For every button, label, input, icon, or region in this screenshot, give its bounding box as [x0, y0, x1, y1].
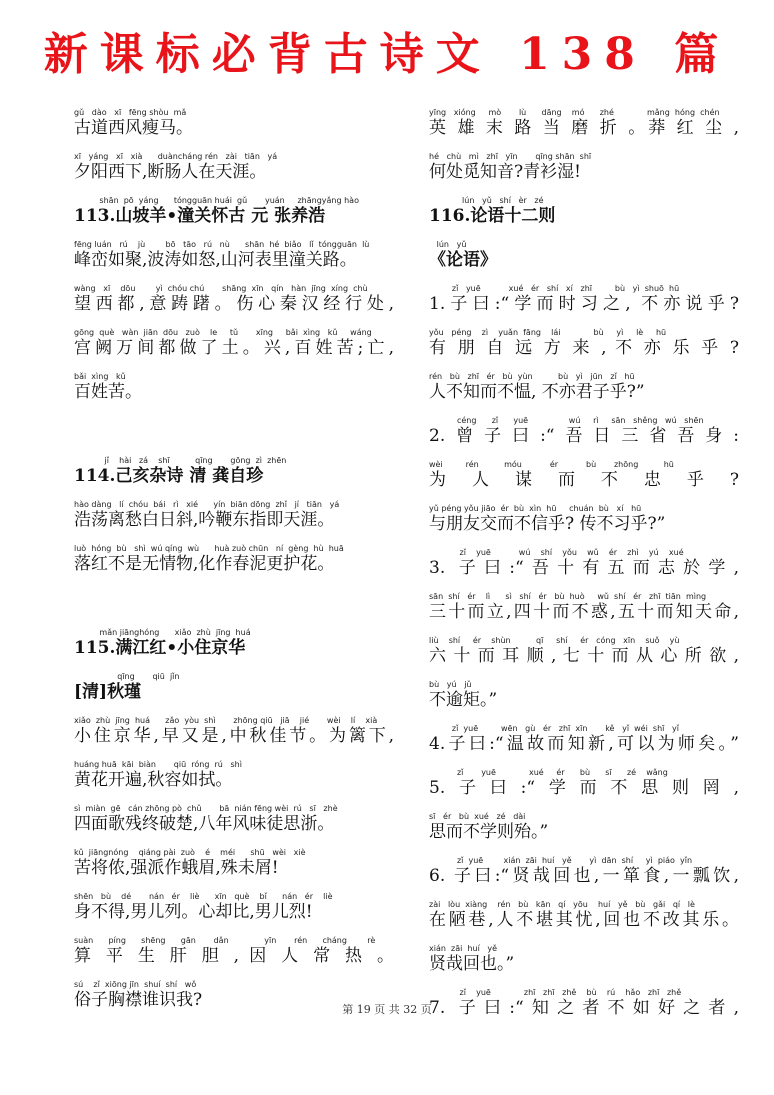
text-line [429, 328, 739, 372]
pinyin-annotation: sì miàn gē cán zhōng pò chǔ bā nián fēng wèi rú sī zhè [74, 804, 338, 813]
verse-text: 英 雄 末 路 当 磨 折 。莽 红 尘 , [429, 118, 739, 138]
verse-text: 7. 子曰:“知之者不如好之者, [429, 998, 739, 1018]
pinyin-annotation: céng zǐ yuē wú rì sān shěng wú shēn [429, 416, 704, 425]
verse-text: 浩荡离愁白日斜,吟鞭东指即天涯。 [74, 510, 335, 530]
pinyin-annotation: yǔ péng yǒu jiāo ér bù xìn hū chuán bù xí hū [429, 504, 642, 513]
pinyin-annotation: kǔ jiāngnóng qiáng pài zuò é méi shū wèi xiè [74, 848, 306, 857]
pinyin-annotation: zǐ yuē zhī zhī zhě bù rú hǎo zhī zhě [429, 988, 682, 997]
pinyin-annotation: suàn píng shēng gān dǎn yīn rén cháng rè [74, 936, 376, 945]
pinyin-annotation: yīng xióng mò lù dāng mó zhé mǎng hóng chén [429, 108, 720, 117]
text-line [429, 284, 739, 328]
section-heading [74, 196, 394, 240]
verse-text: 落红不是无情物,化作春泥更护花。 [74, 554, 335, 574]
page-title: 新课标必背古诗文 138 篇 [43, 29, 731, 80]
text-line [74, 284, 394, 328]
pinyin-annotation: xián zāi huí yě [429, 944, 498, 953]
pinyin-annotation: yǒu péng zì yuǎn fāng lái bù yì lè hū [429, 328, 667, 337]
pinyin-annotation: huáng huā kāi biàn qiū róng rú shì [74, 760, 242, 769]
verse-text: 六 十 而 耳 顺 , 七 十 而 从 心 所 欲 , [429, 646, 739, 666]
text-line [429, 856, 739, 900]
text-line [429, 680, 739, 724]
text-line [429, 460, 739, 504]
text-line [429, 812, 739, 856]
text-line [74, 848, 394, 892]
pinyin-annotation: xī yáng xī xià duàncháng rén zài tiān yá [74, 152, 278, 161]
verse-text: 5.子曰:“学而不思则罔, [429, 778, 739, 798]
section-heading [429, 240, 739, 284]
verse-text: 望西都,意踌躇。伤心秦汉经行处, [74, 294, 394, 314]
heading-text: [清]秋瑾 [74, 682, 142, 702]
heading-text: 116.论语十二则 [429, 206, 556, 226]
text-line [429, 900, 739, 944]
text-line [429, 108, 739, 152]
verse-text: 峰峦如聚,波涛如怒,山河表里潼关路。 [74, 250, 357, 270]
pinyin-annotation: mǎn jiānghóng xiǎo zhù jīng huá [74, 628, 251, 637]
text-line [429, 768, 739, 812]
verse-text: 贤哉回也。” [429, 954, 515, 974]
verse-text: 在陋巷,人不堪其忧,回也不改其乐。 [429, 910, 739, 930]
pinyin-annotation: hé chù mì zhī yīn qīng shān shī [429, 152, 592, 161]
text-line [429, 416, 739, 460]
verse-text: 6. 子曰:“贤哉回也,一箪食,一瓢饮, [429, 866, 739, 886]
right-column [429, 108, 739, 1032]
section-spacer [74, 416, 394, 456]
verse-text: 3. 子曰:“吾十有五而志於学, [429, 558, 739, 578]
pinyin-annotation: wèi rén móu ér bù zhōng hū [429, 460, 674, 469]
pinyin-annotation: shān pō yáng tóngguān huái gǔ yuán zhāngyǎng hào [74, 196, 359, 205]
heading-text: 113.山坡羊•潼关怀古 元 张养浩 [74, 206, 326, 226]
heading-text: 《论语》 [429, 250, 497, 270]
text-line [74, 152, 394, 196]
pinyin-annotation: lún yǔ [429, 240, 467, 249]
pinyin-annotation: luò hóng bù shì wú qíng wù huà zuò chūn ní gèng hù huā [74, 544, 344, 553]
text-line [429, 944, 739, 988]
section-heading [429, 196, 739, 240]
verse-text: 何处觅知音?青衫湿! [429, 162, 581, 182]
text-line [429, 372, 739, 416]
heading-text: 115.满江红•小住京华 [74, 638, 246, 658]
pinyin-annotation: gōng què wàn jiān dōu zuò le tǔ xīng bǎi xìng kǔ wáng [74, 328, 372, 337]
pinyin-annotation: xiǎo zhù jīng huá zǎo yòu shì zhōng qiū jiā jié wèi lí xià [74, 716, 378, 725]
verse-text: 与朋友交而不信乎? 传不习乎?” [429, 514, 666, 534]
pinyin-annotation: gǔ dào xī fēng shòu mǎ [74, 108, 187, 117]
pinyin-annotation: shēn bù dé nán ér liè xīn què bǐ nán ér liè [74, 892, 333, 901]
verse-text: 古道西风瘦马。 [74, 118, 193, 138]
verse-text: 百姓苦。 [74, 382, 142, 402]
text-line [429, 504, 739, 548]
text-line [74, 108, 394, 152]
text-line [74, 936, 394, 980]
pinyin-annotation: zǐ yuē xué ér bù sī zé wǎng [429, 768, 668, 777]
verse-text: 宫阙万间都做了土。兴,百姓苦;亡, [74, 338, 394, 358]
verse-text: 算 平 生 肝 胆 , 因 人 常 热 。 [74, 946, 394, 966]
verse-text: 1.子曰:“学而时习之, 不亦说乎? [429, 294, 739, 314]
verse-text: 三十而立,四十而不惑,五十而知天命, [429, 602, 739, 622]
pinyin-annotation: zài lòu xiàng rén bù kān qí yōu huí yě bù gǎi qí lè [429, 900, 695, 909]
text-line [74, 328, 394, 372]
text-line [74, 892, 394, 936]
pinyin-annotation: lún yǔ shí èr zé [429, 196, 544, 205]
section-heading [74, 456, 394, 500]
verse-text: 小住京华,早又是,中秋佳节。为篱下, [74, 726, 394, 746]
pinyin-annotation: sú zǐ xiōng jīn shuí shí wǒ [74, 980, 197, 989]
verse-text: 俗子胸襟谁识我? [74, 990, 203, 1010]
text-line [429, 548, 739, 592]
text-line [429, 724, 739, 768]
verse-text: 黄花开遍,秋容如拭。 [74, 770, 233, 790]
pinyin-annotation: zǐ yuē wú shí yǒu wǔ ér zhì yú xué [429, 548, 684, 557]
verse-text: 有 朋 自 远 方 来 , 不 亦 乐 乎 ? [429, 338, 739, 358]
section-heading [74, 672, 394, 716]
pinyin-annotation: hào dàng lí chóu bái rì xié yín biān dōng zhǐ jí tiān yá [74, 500, 340, 509]
pinyin-annotation: rén bù zhī ér bù yùn bù yì jūn zǐ hū [429, 372, 635, 381]
text-line [429, 592, 739, 636]
text-line [74, 716, 394, 760]
pinyin-annotation: fēng luán rú jù bō tāo rú nù shān hé biǎo lǐ tóngguān lù [74, 240, 370, 249]
verse-text: 2.曾子曰:“吾日三省吾身: [429, 426, 739, 446]
section-spacer [74, 588, 394, 628]
verse-text: 不逾矩。” [429, 690, 498, 710]
text-line [74, 804, 394, 848]
pinyin-annotation: zǐ yuē xué ér shí xí zhī bù yì shuō hū [429, 284, 680, 293]
pinyin-annotation: jǐ hài zá shī qīng gōng zì zhēn [74, 456, 287, 465]
heading-text: 114.己亥杂诗 清 龚自珍 [74, 466, 264, 486]
text-line [74, 500, 394, 544]
text-line [429, 152, 739, 196]
pinyin-annotation: zǐ yuē xián zāi huí yě yì dān shí yì piáo yǐn [429, 856, 693, 865]
text-line [74, 760, 394, 804]
verse-text: 身不得,男儿列。心却比,男儿烈! [74, 902, 313, 922]
pinyin-annotation: bǎi xìng kǔ [74, 372, 126, 381]
text-line [74, 372, 394, 416]
pinyin-annotation: bù yú jǔ [429, 680, 472, 689]
verse-text: 人不知而不愠, 不亦君子乎?” [429, 382, 645, 402]
pinyin-annotation: sī ér bù xué zé dài [429, 812, 526, 821]
verse-text: 苦将侬,强派作蛾眉,殊未屑! [74, 858, 279, 878]
pinyin-annotation: qīng qiū jǐn [74, 672, 180, 681]
pinyin-annotation: zǐ yuē wēn gù ér zhī xīn kě yǐ wéi shī yǐ [429, 724, 679, 733]
pinyin-annotation: sān shí ér lì sì shí ér bù huò wǔ shí ér zhī tiān mìng [429, 592, 707, 601]
text-line [429, 636, 739, 680]
verse-text: 思而不学则殆。” [429, 822, 549, 842]
verse-text: 4.子曰:“温故而知新,可以为师矣。” [429, 734, 739, 754]
pinyin-annotation: wàng xī dōu yì chóu chú shāng xīn qín hàn jīng xíng chù [74, 284, 368, 293]
text-line [74, 544, 394, 588]
page-number: 第 19 页 共 32 页 [342, 1003, 432, 1016]
verse-text: 夕阳西下,断肠人在天涯。 [74, 162, 267, 182]
verse-text: 为 人 谋 而 不 忠 乎 ? [429, 470, 739, 490]
verse-text: 四面歌残终破楚,八年风味徒思浙。 [74, 814, 335, 834]
pinyin-annotation: liù shí ér shùn qī shí ér cóng xīn suǒ yù [429, 636, 680, 645]
left-column [74, 108, 394, 1024]
section-heading [74, 628, 394, 672]
text-line [74, 240, 394, 284]
